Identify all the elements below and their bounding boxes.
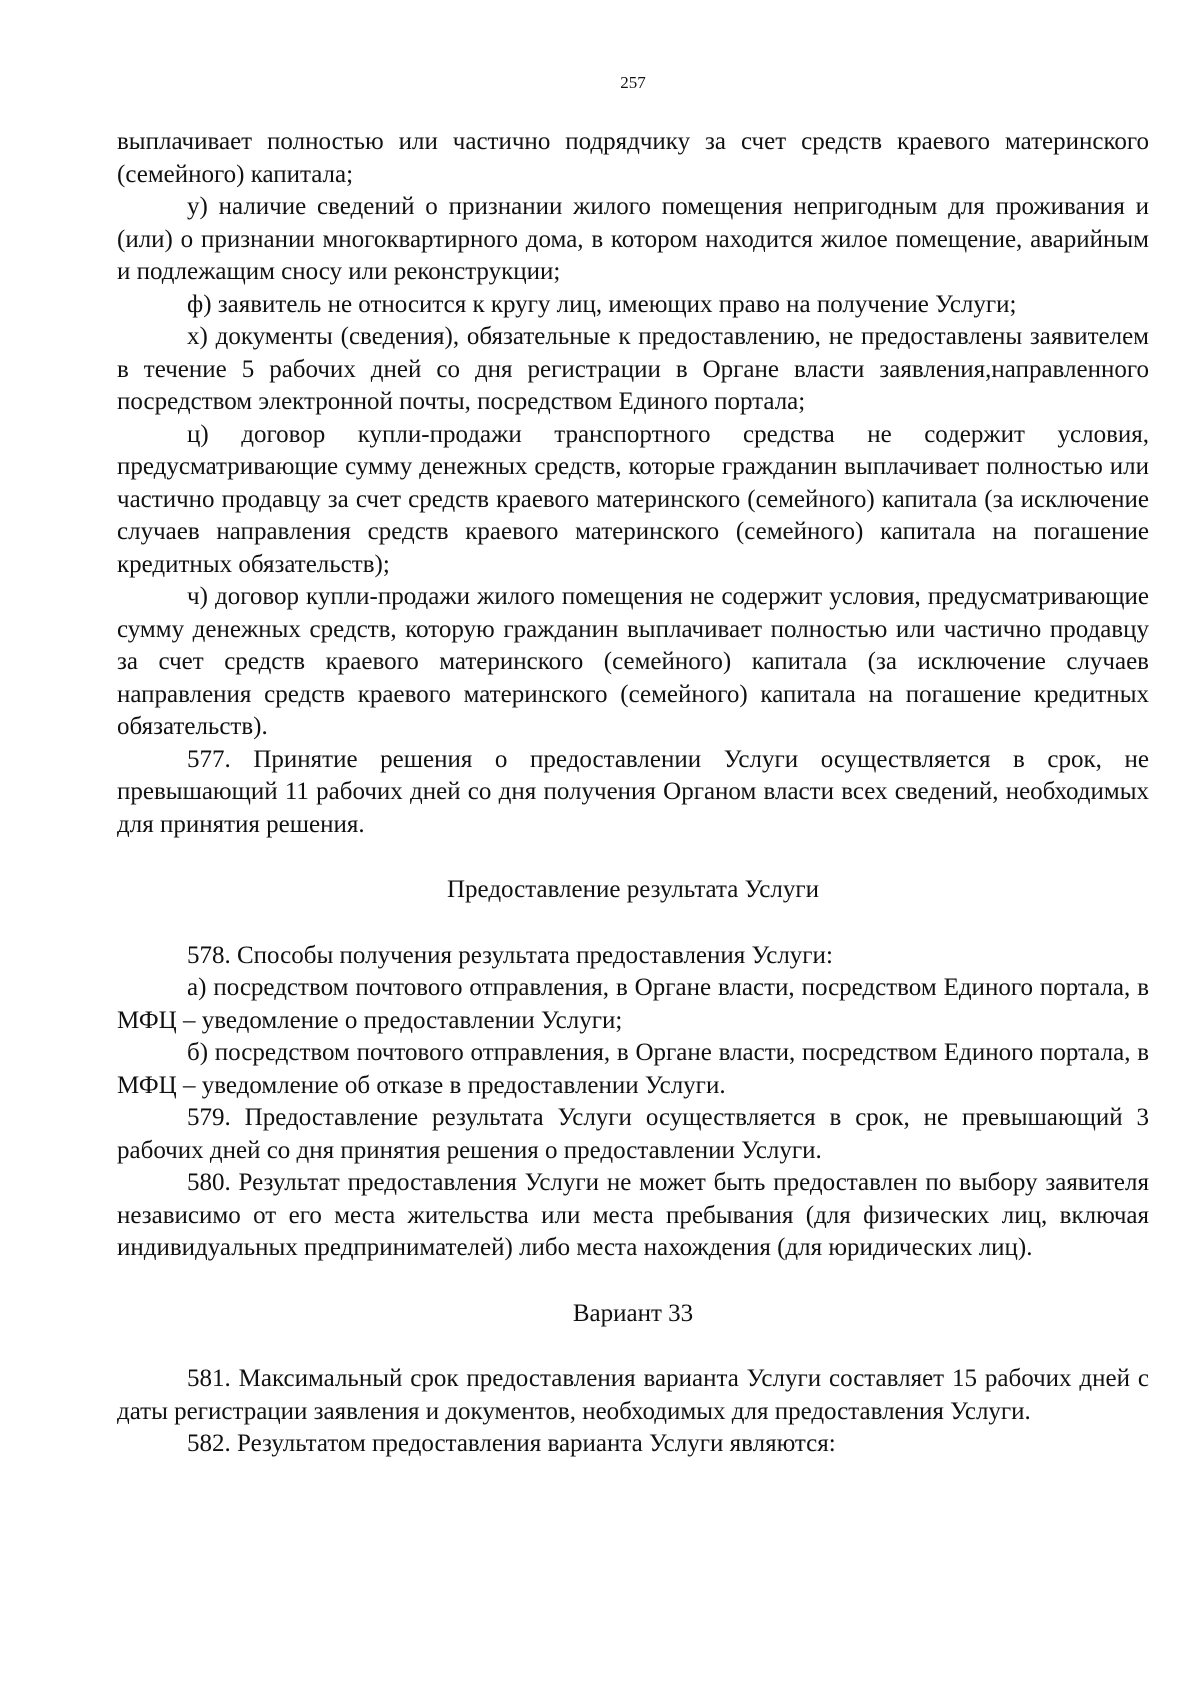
paragraph: ч) договор купли-продажи жилого помещения не содержит условия, предусматривающие сумму денежных средств, которую гражданин выплачивает полностью или частично продавцу за счет средств краевого материнского (семейного) капитала (за исключение случаев направления средств краевого материнского (семейного) капитала на погашение кредитных обязательств). bbox=[117, 583, 1149, 740]
paragraph: 581. Максимальный срок предоставления варианта Услуги составляет 15 рабочих дней с даты регистрации заявления и документов, необходимых для предоставления Услуги. bbox=[117, 1365, 1149, 1425]
paragraph: выплачивает полностью или частично подрядчику за счет средств краевого материнского (семейного) капитала; bbox=[117, 128, 1149, 188]
paragraph: у) наличие сведений о признании жилого помещения непригодным для проживания и (или) о признании многоквартирного дома, в котором находится жилое помещение, аварийным и подлежащим сносу или реконструкции; bbox=[117, 193, 1149, 285]
paragraph: 582. Результатом предоставления варианта Услуги являются: bbox=[187, 1430, 836, 1457]
section-heading-variant: Вариант 33 bbox=[572, 1299, 694, 1327]
section-bottom bbox=[117, 1363, 1149, 1461]
paragraph: б) посредством почтового отправления, в Органе власти, посредством Единого портала, в МФЦ – уведомление об отказе в предоставлении Услуги. bbox=[117, 1039, 1149, 1099]
paragraph: 580. Результат предоставления Услуги не может быть предоставлен по выбору заявителя независимо от его места жительства или места пребывания (для физических лиц, включая индивидуальных предпринимателей) либо места нахождения (для юридических лиц). bbox=[117, 1169, 1149, 1261]
paragraph: 577. Принятие решения о предоставлении Услуги осуществляется в срок, не превышающий 11 рабочих дней со дня получения Органом власти всех сведений, необходимых для принятия решения. bbox=[117, 745, 1149, 838]
paragraph: х) документы (сведения), обязательные к предоставлению, не предоставлены заявителем в течение 5 рабочих дней со дня регистрации в Органе власти заявления,направленного посредством электронной почты, посредством Единого портала; bbox=[117, 323, 1149, 415]
paragraph: а) посредством почтового отправления, в Органе власти, посредством Единого портала, в МФЦ – уведомление о предоставлении Услуги; bbox=[117, 974, 1149, 1034]
paragraph: 579. Предоставление результата Услуги осуществляется в срок, не превышающий 3 рабочих дней со дня принятия решения о предоставлении Услуги. bbox=[117, 1104, 1149, 1164]
paragraph: 578. Способы получения результата предоставления Услуги: bbox=[187, 941, 833, 969]
section-top bbox=[117, 126, 1149, 841]
paragraph: ц) договор купли-продажи транспортного средства не содержит условия, предусматривающие сумму денежных средств, которые гражданин выплачивает полностью или частично продавцу за счет средств краевого материнского (семейного) капитала (за исключение случаев направления средств краевого материнского (семейного) капитала на погашение кредитных обязательств); bbox=[117, 420, 1149, 578]
section-heading-result: Предоставление результата Услуги bbox=[447, 876, 819, 903]
section-middle bbox=[117, 940, 1149, 1265]
paragraph: ф) заявитель не относится к кругу лиц, имеющих право на получение Услуги; bbox=[187, 290, 1017, 318]
page-number: 257 bbox=[620, 73, 646, 92]
document-body bbox=[117, 126, 1149, 1461]
